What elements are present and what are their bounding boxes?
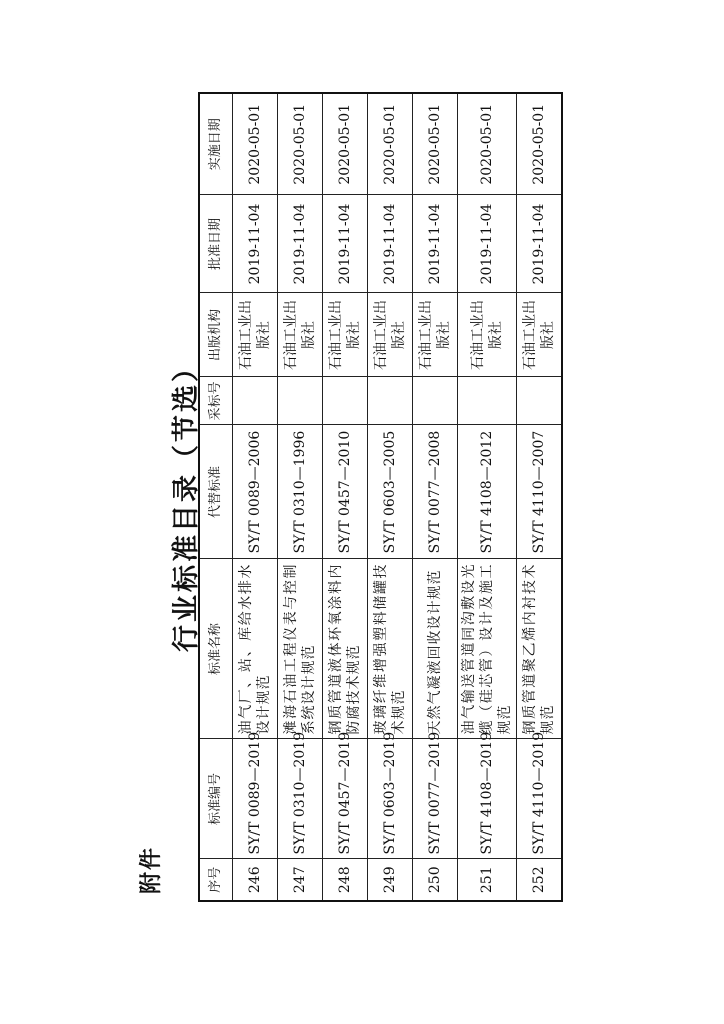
row-no: 248 — [323, 859, 368, 901]
row-no: 249 — [368, 859, 413, 901]
table-row — [458, 93, 517, 901]
row-replaces: SY/T 0457—2010 — [323, 425, 368, 559]
row-name: 油气厂、站、库给水排水设计规范 — [233, 559, 278, 739]
row-replaces: SY/T 0077—2008 — [413, 425, 458, 559]
row-replaces: SY/T 0603—2005 — [368, 425, 413, 559]
col-header-name: 标准名称 — [199, 559, 233, 739]
row-effective: 2020-05-01 — [413, 93, 458, 195]
row-adopted — [233, 377, 278, 425]
row-name: 天然气凝液回收设计规范 — [413, 559, 458, 739]
row-no: 247 — [278, 859, 323, 901]
row-adopted — [323, 377, 368, 425]
row-replaces: SY/T 4108—2012 — [458, 425, 517, 559]
row-approved: 2019-11-04 — [413, 195, 458, 293]
row-adopted — [413, 377, 458, 425]
table-row — [278, 93, 323, 901]
row-code: SY/T 0310—2019 — [278, 739, 323, 859]
row-publisher: 石油工业出版社 — [517, 293, 563, 377]
row-effective: 2020-05-01 — [323, 93, 368, 195]
row-name: 滩海石油工程仪表与控制系统设计规范 — [278, 559, 323, 739]
row-name: 油气输送管道同沟敷设光缆（硅芯管）设计及施工规范 — [458, 559, 517, 739]
row-publisher: 石油工业出版社 — [323, 293, 368, 377]
row-approved: 2019-11-04 — [323, 195, 368, 293]
rotated-page — [96, 102, 656, 902]
row-adopted — [458, 377, 517, 425]
row-publisher: 石油工业出版社 — [233, 293, 278, 377]
row-approved: 2019-11-04 — [233, 195, 278, 293]
row-code: SY/T 0077—2019 — [413, 739, 458, 859]
row-publisher: 石油工业出版社 — [458, 293, 517, 377]
row-replaces: SY/T 0089—2006 — [233, 425, 278, 559]
row-approved: 2019-11-04 — [368, 195, 413, 293]
row-effective: 2020-05-01 — [458, 93, 517, 195]
row-publisher: 石油工业出版社 — [413, 293, 458, 377]
row-approved: 2019-11-04 — [517, 195, 563, 293]
col-header-no: 序号 — [199, 859, 233, 901]
row-no: 252 — [517, 859, 563, 901]
row-name: 钢质管道液体环氧涂料内防腐技术规范 — [323, 559, 368, 739]
row-name: 钢质管道聚乙烯内衬技术规范 — [517, 559, 563, 739]
col-header-approved: 批准日期 — [199, 195, 233, 293]
row-adopted — [278, 377, 323, 425]
row-effective: 2020-05-01 — [278, 93, 323, 195]
row-code: SY/T 4110—2019 — [517, 739, 563, 859]
table-row — [323, 93, 368, 901]
row-publisher: 石油工业出版社 — [368, 293, 413, 377]
row-code: SY/T 0089—2019 — [233, 739, 278, 859]
row-replaces: SY/T 0310—1996 — [278, 425, 323, 559]
table-row — [233, 93, 278, 901]
standards-table — [198, 92, 563, 902]
row-code: SY/T 4108—2019 — [458, 739, 517, 859]
table-row — [517, 93, 563, 901]
row-no: 251 — [458, 859, 517, 901]
row-name: 玻璃纤维增强塑料储罐技术规范 — [368, 559, 413, 739]
table-row — [368, 93, 413, 901]
row-publisher: 石油工业出版社 — [278, 293, 323, 377]
table-header-row — [199, 93, 233, 901]
attachment-label: 附件 — [139, 845, 164, 894]
col-header-code: 标准编号 — [199, 739, 233, 859]
row-adopted — [517, 377, 563, 425]
row-effective: 2020-05-01 — [233, 93, 278, 195]
col-header-effective: 实施日期 — [199, 93, 233, 195]
row-approved: 2019-11-04 — [278, 195, 323, 293]
col-header-replaces: 代替标准 — [199, 425, 233, 559]
row-effective: 2020-05-01 — [517, 93, 563, 195]
row-adopted — [368, 377, 413, 425]
row-replaces: SY/T 4110—2007 — [517, 425, 563, 559]
table-row — [413, 93, 458, 901]
row-no: 250 — [413, 859, 458, 901]
col-header-adopted: 采标号 — [199, 377, 233, 425]
row-code: SY/T 0603—2019 — [368, 739, 413, 859]
row-no: 246 — [233, 859, 278, 901]
row-effective: 2020-05-01 — [368, 93, 413, 195]
row-approved: 2019-11-04 — [458, 195, 517, 293]
document-title: 行业标准目录（节选） — [171, 352, 202, 652]
row-code: SY/T 0457—2019 — [323, 739, 368, 859]
col-header-publisher: 出版机构 — [199, 293, 233, 377]
